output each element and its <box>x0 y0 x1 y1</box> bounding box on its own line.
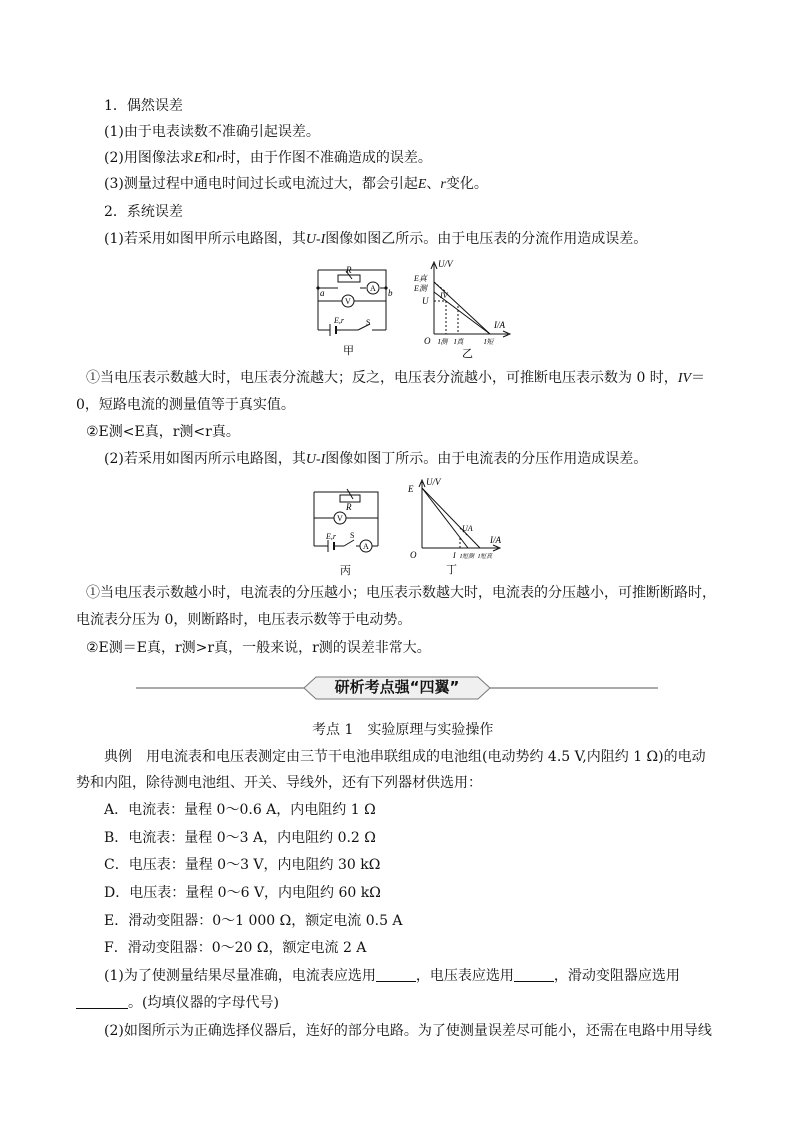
label-S: S <box>350 531 355 540</box>
s2-point-1-line-1: ①当电压表示数越大时，电压表分流越大；反之，电压表分流越小，可推断电压表示数为 0 时，IV＝ <box>86 370 706 386</box>
label-origin: O <box>424 336 431 346</box>
s1-item-1: (1)由于电表读数不准确引起误差。 <box>104 124 320 140</box>
label-E-meas: E测 <box>414 284 427 293</box>
option-C: C．电压表：量程 0～3 V，内电阻约 30 kΩ <box>104 857 381 873</box>
label-R: R <box>346 502 352 512</box>
ui-graph-yi <box>412 256 522 362</box>
answer-blank-rheostat[interactable] <box>76 994 128 1009</box>
label-I-short: I短 <box>484 338 494 346</box>
label-E: E <box>408 484 414 494</box>
option-E: E．滑动变阻器：0～1 000 Ω，额定电流 0.5 A <box>104 913 403 929</box>
circuit-diagram-jia <box>306 260 396 360</box>
label-R: R <box>346 265 352 275</box>
answer-blank-voltmeter[interactable] <box>514 967 554 982</box>
s2-point-1-line-2: 0，短路电流的测量值等于真实值。 <box>76 397 295 413</box>
s2-item-2: (2)若采用如图丙所示电路图，其U-I图像如图丁所示。由于电流表的分压作用造成误差。 <box>104 451 648 467</box>
label-voltmeter: V <box>345 297 351 306</box>
option-D: D．电压表：量程 0～6 V，内电阻约 60 kΩ <box>104 885 381 901</box>
s2-item-1: (1)若采用如图甲所示电路图，其U-I图像如图乙所示。由于电压表的分流作用造成误差。 <box>104 231 648 247</box>
label-U-axis: U/V <box>438 259 453 269</box>
label-U: U <box>422 296 429 306</box>
label-I-true: I真 <box>454 338 464 346</box>
label-I: I <box>453 551 456 560</box>
caption-ding: 丁 <box>446 564 457 576</box>
caption-yi: 乙 <box>462 348 473 360</box>
label-I-axis: I/A <box>494 320 505 330</box>
label-ammeter: A <box>370 284 376 293</box>
label-I-axis: I/A <box>490 535 501 545</box>
label-S: S <box>366 318 371 327</box>
kaodian-1-title: 考点 1 实验原理与实验操作 <box>312 722 494 738</box>
label-voltmeter: V <box>337 514 343 523</box>
label-I-true: I短真 <box>478 554 492 560</box>
label-Iv: IV <box>440 291 448 300</box>
section-2-title: 2．系统误差 <box>104 204 183 220</box>
answer-blank-ammeter[interactable] <box>376 967 416 982</box>
caption-bing: 丙 <box>340 565 351 577</box>
question-1-line-1: (1)为了使测量结果尽量准确，电流表应选用 ，电压表应选用 ，滑动变阻器应选用 <box>104 968 680 984</box>
label-ammeter: A <box>363 542 369 551</box>
example-line-2: 势和内阻，除待测电池组、开关、导线外，还有下列器材供选用： <box>76 775 482 791</box>
label-E-true: E真 <box>414 274 427 283</box>
s2-point-2: ②E测<E真，r测<r真。 <box>86 424 240 440</box>
label-Er: E,r <box>326 532 336 541</box>
option-F: F．滑动变阻器：0～20 Ω，额定电流 2 A <box>104 940 367 956</box>
section-banner <box>136 674 658 702</box>
question-2-line-1: (2)如图所示为正确选择仪器后，连好的部分电路。为了使测量误差尽可能小，还需在电路中用导线 <box>104 1023 712 1039</box>
label-I-meas: I测 <box>438 338 448 346</box>
s1-item-3: (3)测量过程中通电时间过长或电流过大，都会引起E、r变化。 <box>104 176 488 192</box>
banner-title: 研析考点强“四翼” <box>334 678 460 696</box>
s1-item-2: (2)用图像法求E和r时，由于作图不准确造成的误差。 <box>104 150 432 166</box>
section-1-title: 1．偶然误差 <box>104 98 183 114</box>
label-b: b <box>388 288 393 298</box>
label-Er: E,r <box>334 316 344 325</box>
ui-graph-ding <box>406 474 518 582</box>
caption-jia: 甲 <box>343 345 354 357</box>
question-1-line-2: 。(均填仪器的字母代号) <box>76 993 279 1013</box>
label-UA: UA <box>462 524 473 533</box>
s2-point-4: ②E测＝E真，r测>r真，一般来说，r测的误差非常大。 <box>86 640 431 656</box>
example-line-1: 典例 用电流表和电压表测定由三节干电池串联组成的电池组(电动势约 4.5 V,内阻约 1 Ω)的电动 <box>104 749 706 765</box>
circuit-diagram-bing <box>304 478 396 582</box>
option-B: B．电流表：量程 0～3 A，内电阻约 0.2 Ω <box>104 830 376 846</box>
option-A: A．电流表：量程 0～0.6 A，内电阻约 1 Ω <box>104 802 376 818</box>
label-origin: O <box>410 550 417 560</box>
label-I-meas: I短测 <box>460 554 474 560</box>
s2-point-3-line-1: ①当电压表示数越小时，电流表的分压越小；电压表示数越大时，电流表的分压越小，可推断断路时， <box>86 585 716 601</box>
s2-point-3-line-2: 电流表分压为 0，则断路时，电压表示数等于电动势。 <box>76 612 412 628</box>
label-U-axis: U/V <box>426 477 441 487</box>
label-a: a <box>320 288 325 298</box>
